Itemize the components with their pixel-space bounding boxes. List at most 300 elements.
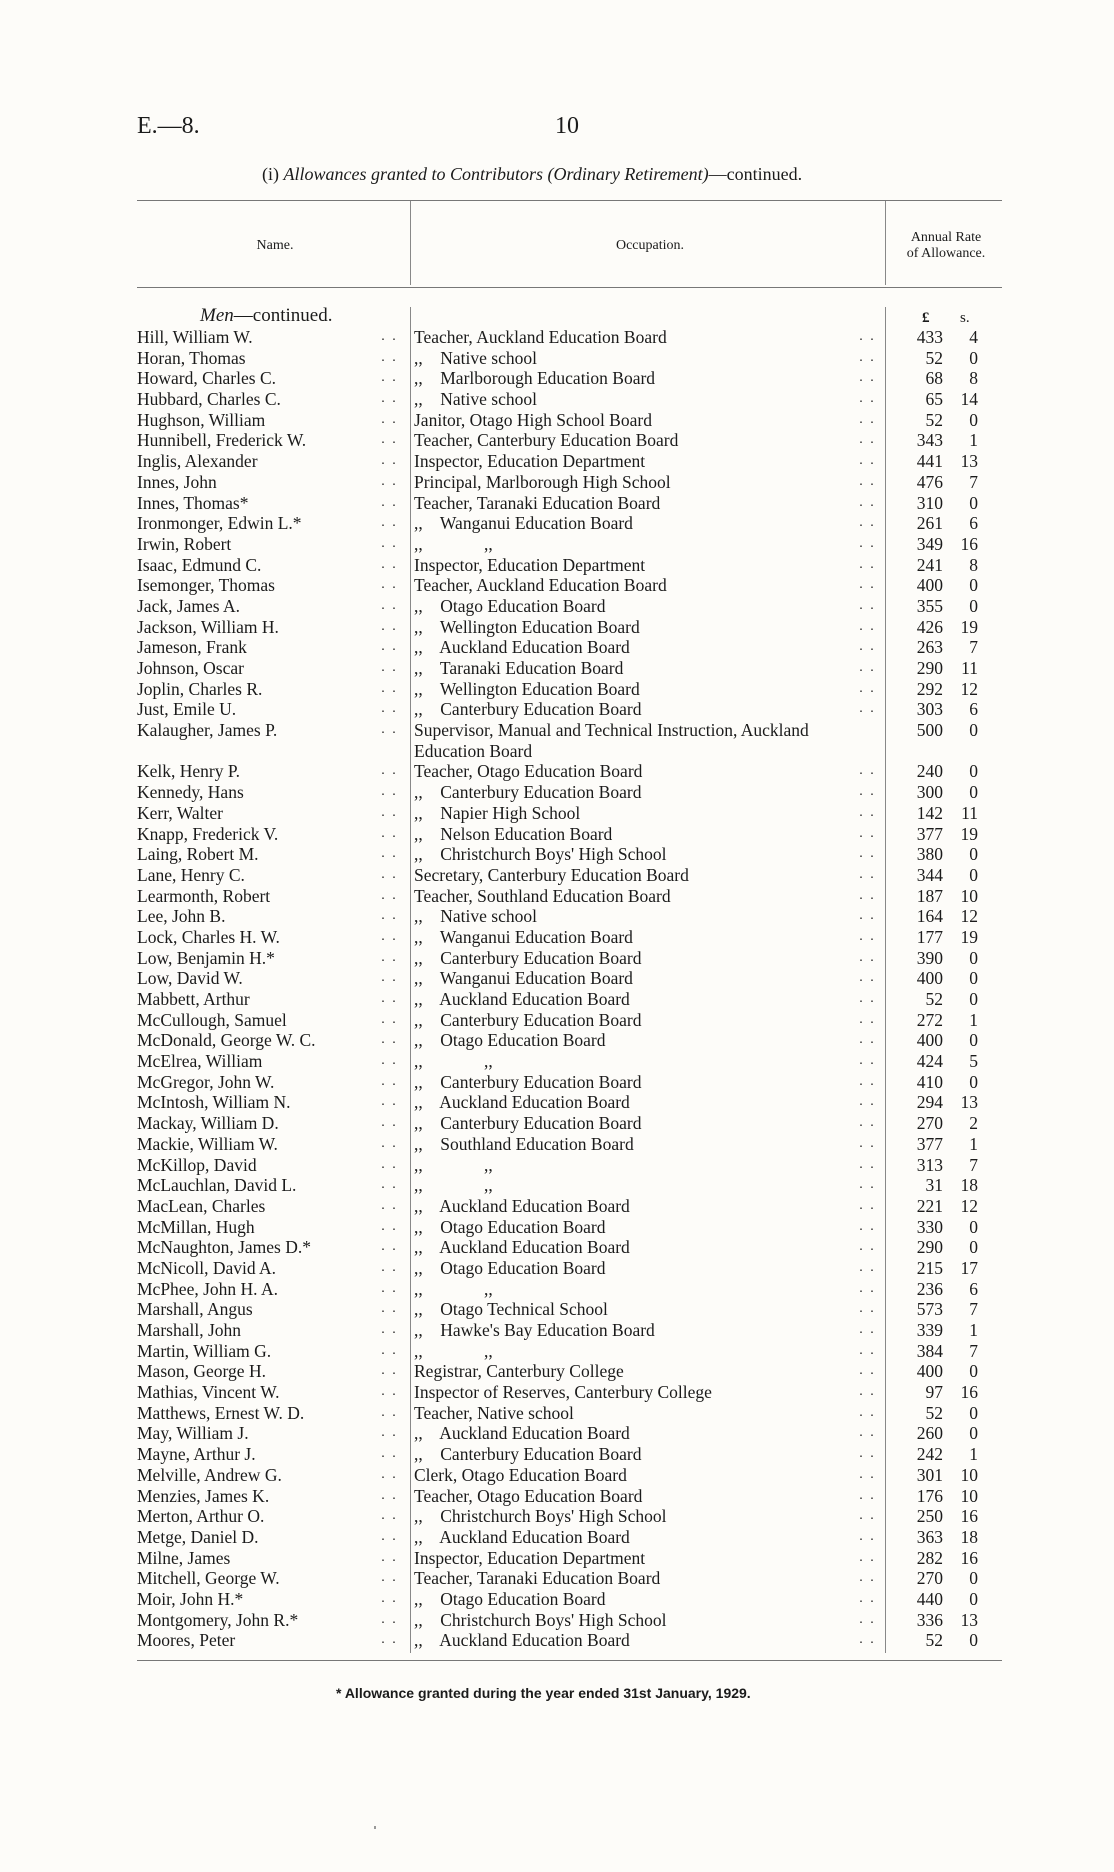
row-shillings: 6 — [969, 699, 978, 720]
row-name: Hughson, William — [137, 409, 266, 430]
row-name: Moores, Peter — [137, 1630, 236, 1651]
row-pounds: 177 — [916, 926, 943, 947]
row-name: Mackie, William W. — [137, 1133, 278, 1154]
leader-dots: . . — [859, 411, 876, 427]
leader-dots: . . — [381, 1135, 398, 1151]
leader-dots: . . — [381, 329, 398, 344]
row-pounds: 400 — [916, 968, 943, 989]
section-label-italic: Men — [200, 305, 234, 326]
row-shillings: 13 — [960, 451, 978, 472]
row-pounds: 260 — [916, 1423, 943, 1444]
leader-dots: . . — [859, 1135, 876, 1151]
table-row — [0, 886, 1114, 907]
row-shillings: 0 — [969, 575, 978, 596]
row-name: Hunnibell, Frederick W. — [137, 430, 307, 451]
row-pounds: 573 — [916, 1299, 943, 1320]
leader-dots: . . — [381, 1301, 398, 1317]
table-row — [0, 637, 1114, 658]
row-shillings: 0 — [969, 864, 978, 885]
leader-dots: . . — [859, 701, 876, 717]
leader-dots: . . — [381, 618, 398, 634]
row-pounds: 400 — [916, 575, 943, 596]
leader-dots: . . — [381, 722, 398, 738]
unit-shillings: s. — [960, 310, 970, 326]
row-occupation: Registrar, Canterbury College — [414, 1361, 624, 1382]
row-occupation: ,, Marlborough Education Board — [414, 368, 656, 389]
row-pounds: 52 — [925, 989, 943, 1010]
row-shillings: 0 — [969, 1237, 978, 1258]
leader-dots: . . — [859, 1053, 876, 1069]
row-occupation: ,, Otago Education Board — [414, 595, 606, 616]
row-pounds: 221 — [916, 1195, 943, 1216]
table-row — [0, 1382, 1114, 1403]
leader-dots: . . — [859, 329, 876, 344]
row-occupation: Teacher, Native school — [414, 1402, 574, 1423]
row-pounds: 349 — [916, 533, 943, 554]
table-row — [0, 865, 1114, 886]
row-pounds: 272 — [916, 1009, 943, 1030]
row-occupation: ,, Otago Education Board — [414, 1588, 606, 1609]
row-name: Moir, John H.* — [137, 1588, 244, 1609]
table-row — [0, 761, 1114, 782]
row-pounds: 240 — [916, 761, 943, 782]
leader-dots: . . — [859, 597, 876, 613]
leader-dots: . . — [859, 763, 876, 779]
row-name: Laing, Robert M. — [137, 844, 259, 865]
leader-dots: . . — [859, 928, 876, 944]
leader-dots: . . — [381, 556, 398, 572]
row-shillings: 19 — [960, 616, 978, 637]
row-shillings: 0 — [969, 782, 978, 803]
row-name: Johnson, Oscar — [137, 658, 244, 678]
row-pounds: 250 — [916, 1506, 943, 1527]
leader-dots: . . — [859, 1384, 876, 1400]
row-name: Mitchell, George W. — [137, 1568, 280, 1589]
row-name: Joplin, Charles R. — [137, 678, 263, 699]
row-shillings: 1 — [969, 1133, 978, 1154]
table-row — [0, 844, 1114, 865]
row-pounds: 97 — [925, 1382, 943, 1403]
table-row — [0, 679, 1114, 700]
leader-dots: . . — [381, 1508, 398, 1524]
leader-dots: . . — [859, 1611, 876, 1627]
row-pounds: 344 — [916, 864, 943, 885]
row-occupation: ,, Hawke's Bay Education Board — [414, 1320, 655, 1341]
row-occupation: ,, Auckland Education Board — [414, 1526, 630, 1547]
row-name: MacLean, Charles — [137, 1195, 266, 1216]
leader-dots: . . — [381, 680, 398, 696]
row-name: Metge, Daniel D. — [137, 1526, 259, 1547]
row-name: Kelk, Henry P. — [137, 761, 241, 782]
row-occupation: Principal, Marlborough High School — [414, 471, 671, 492]
table-row — [0, 1237, 1114, 1258]
row-pounds: 500 — [916, 720, 943, 741]
leader-dots: . . — [381, 1011, 398, 1027]
column-header-name: Name. — [256, 238, 294, 253]
row-pounds: 301 — [916, 1464, 943, 1485]
table-row — [0, 1320, 1114, 1341]
leader-dots: . . — [381, 597, 398, 613]
row-occupation: ,, Wellington Education Board — [414, 678, 640, 699]
row-name: Low, David W. — [137, 968, 243, 989]
row-occupation: ,, Canterbury Education Board — [414, 1113, 642, 1134]
row-occupation: ,, Canterbury Education Board — [414, 1071, 642, 1092]
leader-dots: . . — [381, 1590, 398, 1606]
row-shillings: 1 — [969, 1320, 978, 1341]
table-row — [0, 1589, 1114, 1610]
leader-dots: . . — [859, 370, 876, 386]
row-occupation: ,, Christchurch Boys' High School — [414, 1609, 667, 1630]
row-name: Low, Benjamin H.* — [137, 947, 275, 968]
leader-dots: . . — [859, 1363, 876, 1379]
row-pounds: 52 — [925, 347, 943, 368]
row-name: Mabbett, Arthur — [137, 989, 250, 1010]
row-pounds: 313 — [916, 1154, 943, 1175]
row-name: McCullough, Samuel — [137, 1009, 287, 1030]
row-occupation: Janitor, Otago High School Board — [414, 409, 652, 430]
row-occupation: ,, Auckland Education Board — [414, 1092, 630, 1113]
row-pounds: 236 — [916, 1278, 943, 1299]
row-pounds: 263 — [916, 637, 943, 658]
row-occupation: ,, Napier High School — [414, 802, 581, 823]
leader-dots: . . — [381, 701, 398, 717]
table-body — [0, 327, 1114, 1651]
row-occupation: ,, ,, — [414, 1154, 493, 1175]
row-shillings: 12 — [960, 906, 978, 927]
row-pounds: 290 — [916, 658, 943, 678]
table-row — [0, 906, 1114, 927]
table-row — [0, 824, 1114, 845]
table-row — [0, 410, 1114, 431]
row-name: Mason, George H. — [137, 1361, 266, 1382]
row-pounds: 242 — [916, 1444, 943, 1465]
leader-dots: . . — [859, 1197, 876, 1213]
table-row — [0, 1196, 1114, 1217]
row-name: Irwin, Robert — [137, 533, 232, 554]
row-occupation: ,, Christchurch Boys' High School — [414, 844, 667, 865]
row-occupation: Teacher, Auckland Education Board — [414, 327, 667, 347]
row-shillings: 1 — [969, 1444, 978, 1465]
row-occupation: ,, Nelson Education Board — [414, 823, 613, 844]
row-name: Knapp, Frederick V. — [137, 823, 279, 844]
row-occupation: ,, Auckland Education Board — [414, 1630, 630, 1651]
column-divider-rate — [885, 201, 886, 285]
leader-dots: . . — [859, 804, 876, 820]
row-name: McLauchlan, David L. — [137, 1175, 297, 1196]
row-name: Hubbard, Charles C. — [137, 389, 281, 410]
row-occupation: Teacher, Canterbury Education Board — [414, 430, 679, 451]
row-occupation: Inspector, Education Department — [414, 451, 646, 472]
row-pounds: 303 — [916, 699, 943, 720]
row-occupation: ,, Auckland Education Board — [414, 1237, 630, 1258]
leader-dots: . . — [381, 1094, 398, 1110]
row-occupation: ,, Canterbury Education Board — [414, 1444, 642, 1465]
row-name: Mackay, William D. — [137, 1113, 279, 1134]
table-row — [0, 1113, 1114, 1134]
row-occupation: Inspector of Reserves, Canterbury College — [414, 1382, 712, 1403]
section-label — [200, 305, 332, 327]
row-shillings: 7 — [969, 1340, 978, 1361]
leader-dots: . . — [381, 866, 398, 882]
table-caption — [262, 164, 802, 185]
leader-dots: . . — [381, 949, 398, 965]
row-name: Hill, William W. — [137, 327, 253, 347]
row-name: Kennedy, Hans — [137, 782, 244, 803]
leader-dots: . . — [381, 1466, 398, 1482]
row-shillings: 16 — [960, 1547, 978, 1568]
table-row — [0, 1527, 1114, 1548]
leader-dots: . . — [859, 1446, 876, 1462]
table-row — [0, 1134, 1114, 1155]
paper-speck — [374, 1826, 376, 1829]
row-name: Innes, Thomas* — [137, 492, 249, 513]
table-row — [0, 575, 1114, 596]
row-pounds: 270 — [916, 1113, 943, 1134]
row-name: Jack, James A. — [137, 595, 241, 616]
row-pounds: 426 — [916, 616, 943, 637]
table-row — [0, 493, 1114, 514]
row-name: Menzies, James K. — [137, 1485, 270, 1506]
leader-dots: . . — [381, 970, 398, 986]
row-shillings: 18 — [960, 1175, 978, 1196]
row-name: Matthews, Ernest W. D. — [137, 1402, 305, 1423]
row-pounds: 68 — [925, 368, 943, 389]
leader-dots: . . — [859, 391, 876, 407]
row-shillings: 0 — [969, 1030, 978, 1051]
table-row — [0, 617, 1114, 638]
leader-dots: . . — [859, 846, 876, 862]
leader-dots: . . — [859, 1487, 876, 1503]
row-pounds: 380 — [916, 844, 943, 865]
leader-dots: . . — [381, 391, 398, 407]
row-pounds: 310 — [916, 492, 943, 513]
row-pounds: 336 — [916, 1609, 943, 1630]
row-shillings: 16 — [960, 1506, 978, 1527]
row-shillings: 19 — [960, 926, 978, 947]
row-occupation: Teacher, Taranaki Education Board — [414, 1568, 661, 1589]
row-occupation: ,, ,, — [414, 1278, 493, 1299]
leader-dots: . . — [381, 1280, 398, 1296]
row-shillings: 13 — [960, 1609, 978, 1630]
leader-dots: . . — [859, 515, 876, 531]
row-name: Lane, Henry C. — [137, 864, 245, 885]
leader-dots: . . — [859, 1177, 876, 1193]
leader-dots: . . — [859, 680, 876, 696]
unit-pounds: £ — [922, 310, 930, 326]
row-name: Lee, John B. — [137, 906, 226, 927]
row-shillings: 14 — [960, 389, 978, 410]
row-occupation: ,, Wanganui Education Board — [414, 513, 633, 534]
table-row — [0, 1361, 1114, 1382]
table-row — [0, 389, 1114, 410]
row-shillings: 0 — [969, 1402, 978, 1423]
row-shillings: 10 — [960, 885, 978, 906]
leader-dots: . . — [859, 1239, 876, 1255]
row-pounds: 440 — [916, 1588, 943, 1609]
table-row — [0, 1217, 1114, 1238]
row-shillings: 0 — [969, 1568, 978, 1589]
row-shillings: 0 — [969, 595, 978, 616]
row-name: McGregor, John W. — [137, 1071, 275, 1092]
leader-dots: . . — [859, 535, 876, 551]
leader-dots: . . — [381, 453, 398, 469]
leader-dots: . . — [381, 1197, 398, 1213]
table-row — [0, 658, 1114, 679]
leader-dots: . . — [859, 1280, 876, 1296]
row-shillings: 0 — [969, 409, 978, 430]
row-shillings: 18 — [960, 1526, 978, 1547]
row-name: Marshall, Angus — [137, 1299, 253, 1320]
leader-dots: . . — [859, 1632, 876, 1648]
leader-dots: . . — [381, 1115, 398, 1131]
table-row — [0, 1010, 1114, 1031]
row-pounds: 476 — [916, 471, 943, 492]
row-name: Jackson, William H. — [137, 616, 279, 637]
leader-dots: . . — [381, 639, 398, 655]
leader-dots: . . — [381, 1446, 398, 1462]
row-name: Mayne, Arthur J. — [137, 1444, 256, 1465]
row-shillings: 17 — [960, 1257, 978, 1278]
row-name: Learmonth, Robert — [137, 885, 271, 906]
row-name: McElrea, William — [137, 1051, 263, 1072]
row-occupation: ,, Wanganui Education Board — [414, 926, 633, 947]
leader-dots: . . — [859, 1032, 876, 1048]
table-row — [0, 596, 1114, 617]
row-shillings: 10 — [960, 1485, 978, 1506]
row-occupation: Teacher, Taranaki Education Board — [414, 492, 661, 513]
leader-dots: . . — [859, 1466, 876, 1482]
row-shillings: 1 — [969, 430, 978, 451]
table-row — [0, 1155, 1114, 1176]
leader-dots: . . — [859, 825, 876, 841]
table-row — [0, 1092, 1114, 1113]
row-name: Just, Emile U. — [137, 699, 237, 720]
caption-title: Allowances granted to Contributors (Ordinary Retirement) — [283, 164, 709, 184]
row-shillings: 0 — [969, 1071, 978, 1092]
row-occupation: ,, ,, — [414, 1340, 493, 1361]
table-row — [0, 1548, 1114, 1569]
row-name: May, William J. — [137, 1423, 249, 1444]
row-name: Howard, Charles C. — [137, 368, 277, 389]
leader-dots: . . — [381, 473, 398, 489]
leader-dots: . . — [859, 1404, 876, 1420]
row-shillings: 13 — [960, 1092, 978, 1113]
leader-dots: . . — [381, 1632, 398, 1648]
table-row — [0, 430, 1114, 451]
row-name: Kalaugher, James P. — [137, 720, 278, 741]
leader-dots: . . — [381, 804, 398, 820]
row-pounds: 164 — [916, 906, 943, 927]
leader-dots: . . — [859, 1011, 876, 1027]
leader-dots: . . — [381, 1259, 398, 1275]
row-shillings: 1 — [969, 1009, 978, 1030]
row-shillings: 6 — [969, 1278, 978, 1299]
row-pounds: 290 — [916, 1237, 943, 1258]
row-occupation: ,, Taranaki Education Board — [414, 658, 624, 678]
row-shillings: 0 — [969, 1630, 978, 1651]
row-pounds: 187 — [916, 885, 943, 906]
row-shillings: 0 — [969, 347, 978, 368]
row-occupation: ,, Native school — [414, 347, 537, 368]
row-occupation: Inspector, Education Department — [414, 1547, 646, 1568]
row-shillings: 0 — [969, 947, 978, 968]
table-row — [0, 720, 1114, 761]
row-occupation: ,, ,, — [414, 1051, 493, 1072]
row-shillings: 0 — [969, 989, 978, 1010]
leader-dots: . . — [381, 1342, 398, 1358]
table-row — [0, 1506, 1114, 1527]
row-shillings: 12 — [960, 1195, 978, 1216]
leader-dots: . . — [381, 1218, 398, 1234]
leader-dots: . . — [381, 411, 398, 427]
leader-dots: . . — [859, 1322, 876, 1338]
row-shillings: 7 — [969, 1299, 978, 1320]
row-name: Horan, Thomas — [137, 347, 246, 368]
leader-dots: . . — [381, 1322, 398, 1338]
leader-dots: . . — [859, 349, 876, 365]
leader-dots: . . — [381, 515, 398, 531]
leader-dots: . . — [859, 1508, 876, 1524]
table-row — [0, 782, 1114, 803]
row-shillings: 0 — [969, 761, 978, 782]
table-row — [0, 1423, 1114, 1444]
table-row — [0, 803, 1114, 824]
leader-dots: . . — [859, 887, 876, 903]
row-pounds: 300 — [916, 782, 943, 803]
row-pounds: 261 — [916, 513, 943, 534]
table-row — [0, 1175, 1114, 1196]
table-row — [0, 513, 1114, 534]
table-row — [0, 1568, 1114, 1589]
leader-dots: . . — [859, 453, 876, 469]
row-shillings: 7 — [969, 1154, 978, 1175]
row-name: McMillan, Hugh — [137, 1216, 255, 1237]
table-row — [0, 927, 1114, 948]
row-pounds: 270 — [916, 1568, 943, 1589]
row-occupation: ,, Native school — [414, 389, 537, 410]
leader-dots: . . — [859, 556, 876, 572]
row-pounds: 65 — [925, 389, 943, 410]
table-row — [0, 327, 1114, 348]
row-name: Marshall, John — [137, 1320, 242, 1341]
leader-dots: . . — [381, 1528, 398, 1544]
table-row — [0, 1258, 1114, 1279]
row-name: McNaughton, James D.* — [137, 1237, 312, 1258]
row-name: McPhee, John H. A. — [137, 1278, 278, 1299]
leader-dots: . . — [859, 494, 876, 510]
leader-dots: . . — [859, 1073, 876, 1089]
row-pounds: 400 — [916, 1030, 943, 1051]
row-shillings: 2 — [969, 1113, 978, 1134]
table-row — [0, 699, 1114, 720]
leader-dots: . . — [859, 1094, 876, 1110]
row-shillings: 4 — [969, 327, 978, 347]
table-row — [0, 534, 1114, 555]
row-pounds: 241 — [916, 554, 943, 575]
leader-dots: . . — [381, 1611, 398, 1627]
row-shillings: 11 — [961, 658, 978, 678]
row-shillings: 16 — [960, 1382, 978, 1403]
leader-dots: . . — [859, 1342, 876, 1358]
row-name: Montgomery, John R.* — [137, 1609, 299, 1630]
leader-dots: . . — [859, 866, 876, 882]
row-shillings: 0 — [969, 1361, 978, 1382]
row-occupation: ,, Canterbury Education Board — [414, 699, 642, 720]
row-name: Lock, Charles H. W. — [137, 926, 280, 947]
row-shillings: 0 — [969, 720, 978, 741]
row-name: Milne, James — [137, 1547, 231, 1568]
row-pounds: 441 — [916, 451, 943, 472]
